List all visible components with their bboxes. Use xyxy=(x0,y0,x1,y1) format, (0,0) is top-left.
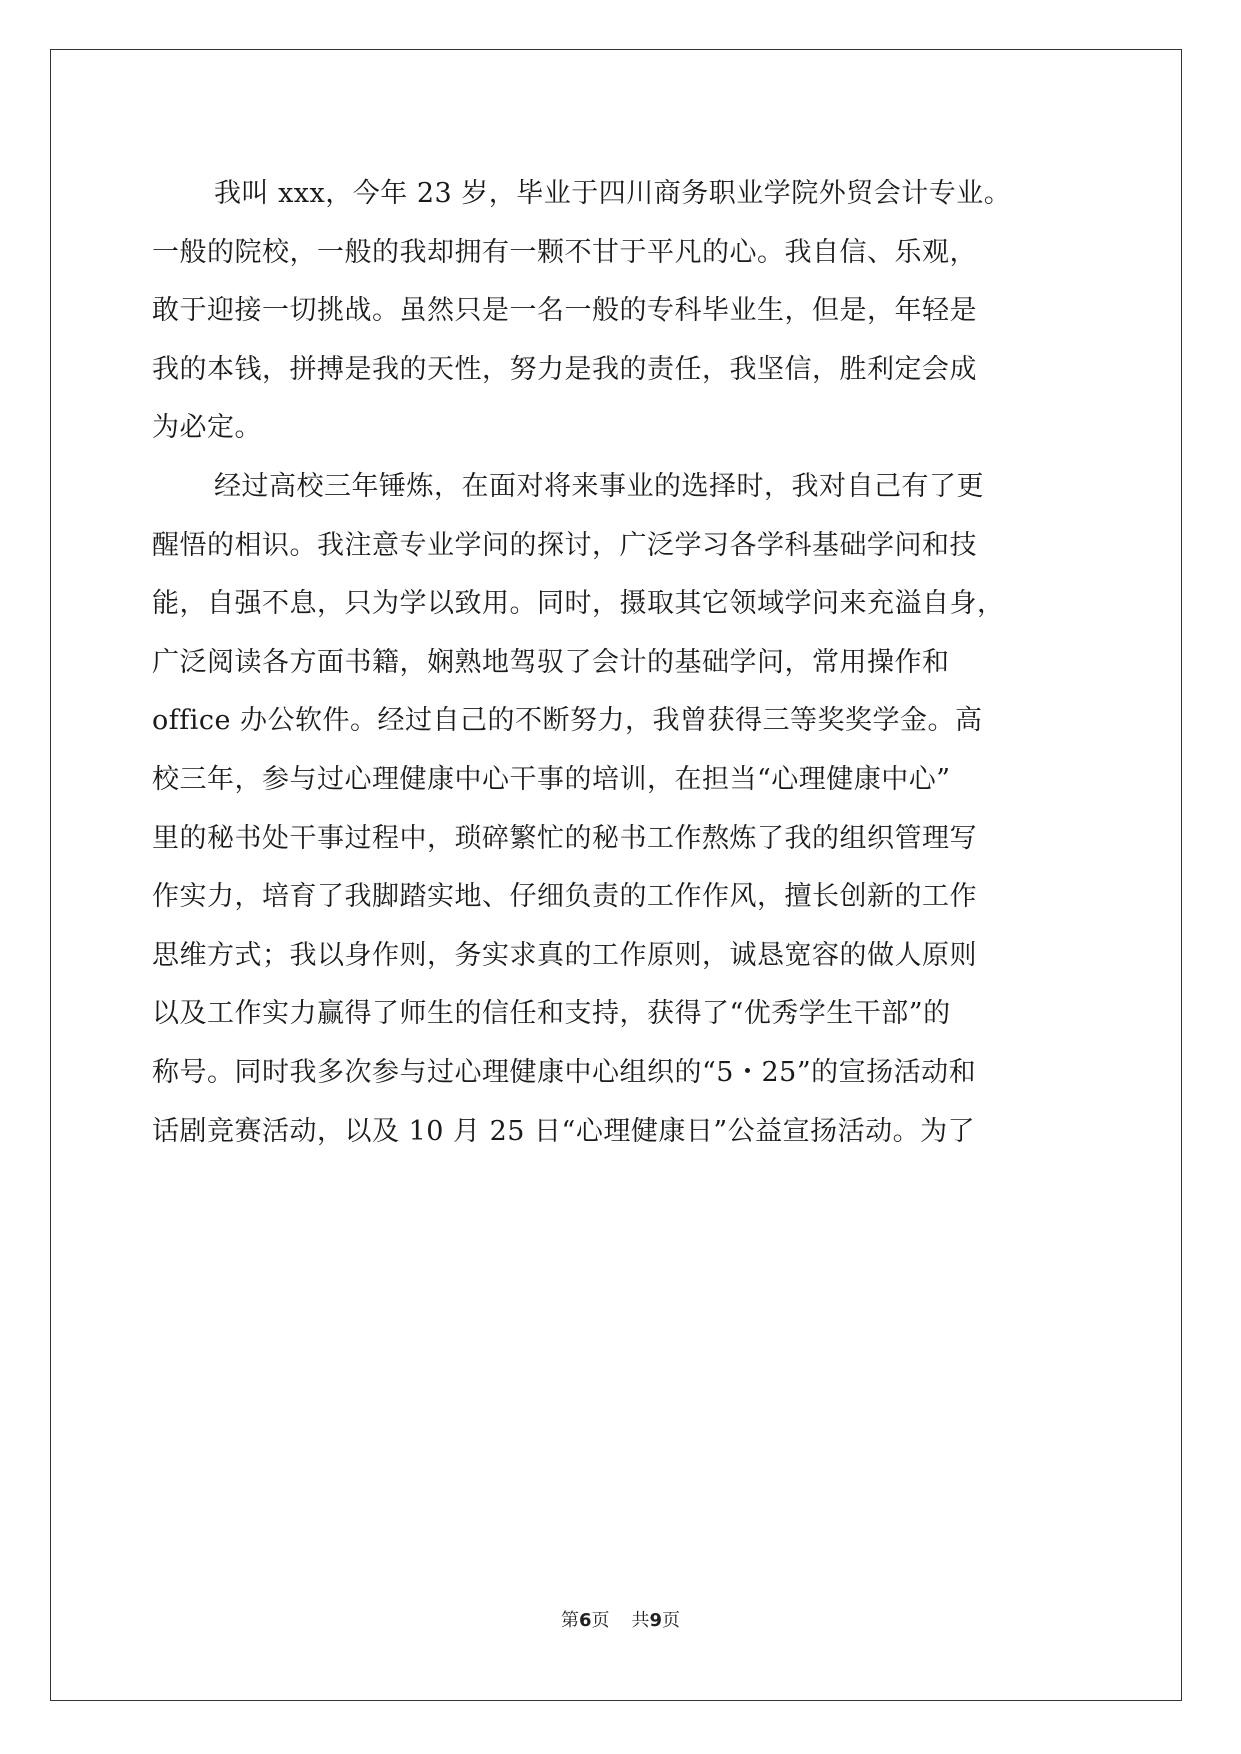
paragraph-2-line-5: office 办公软件。经过自己的不断努力，我曾获得三等奖奖学金。高 xyxy=(152,705,983,737)
paragraph-2-line-4: 广泛阅读各方面书籍，娴熟地驾驭了会计的基础学问，常用操作和 xyxy=(152,646,950,678)
paragraph-2-line-6: 校三年，参与过心理健康中心干事的培训，在担当“心理健康中心” xyxy=(152,763,951,795)
paragraph-2-line-9: 思维方式；我以身作则，务实求真的工作原则，诚恳宽容的做人原则 xyxy=(152,939,977,971)
paragraph-2-line-12: 话剧竞赛活动，以及 10 月 25 日“心理健康日”公益宣扬活动。为了 xyxy=(152,1115,976,1147)
page-footer xyxy=(0,1606,1241,1632)
paragraph-1-line-2: 一般的院校，一般的我却拥有一颗不甘于平凡的心。我自信、乐观， xyxy=(152,236,977,268)
page-prefix: 第 xyxy=(560,1610,579,1631)
paragraph-1-line-4: 我的本钱，拼搏是我的天性，努力是我的责任，我坚信，胜利定会成 xyxy=(152,353,977,385)
paragraph-1-line-3: 敢于迎接一切挑战。虽然只是一名一般的专科毕业生，但是，年轻是 xyxy=(152,295,977,327)
paragraph-2-line-3: 能，自强不息，只为学以致用。同时，摄取其它领域学问来充溢自身， xyxy=(152,588,1005,620)
total-page-number: 9 xyxy=(649,1610,663,1631)
page-suffix: 页 xyxy=(591,1610,610,1631)
current-page-number: 6 xyxy=(578,1610,592,1631)
paragraph-2-line-8: 作实力，培育了我脚踏实地、仔细负责的工作作风，擅长创新的工作 xyxy=(152,881,977,913)
paragraph-1-line-1: 我叫 xxx，今年 23 岁，毕业于四川商务职业学院外贸会计专业。 xyxy=(214,178,1012,209)
paragraph-2-line-1: 经过高校三年锤炼，在面对将来事业的选择时，我对自己有了更 xyxy=(214,470,984,502)
paragraph-2-line-7: 里的秘书处干事过程中，琐碎繁忙的秘书工作熬炼了我的组织管理写 xyxy=(152,822,977,854)
total-suffix: 页 xyxy=(662,1610,681,1631)
paragraph-2-line-2: 醒悟的相识。我注意专业学问的探讨，广泛学习各学科基础学问和技 xyxy=(152,529,977,561)
document-body xyxy=(152,165,1092,1161)
paragraph-2-line-10: 以及工作实力赢得了师生的信任和支持，获得了“优秀学生干部”的 xyxy=(152,998,951,1030)
paragraph-2-line-11: 称号。同时我多次参与过心理健康中心组织的“5・25”的宣扬活动和 xyxy=(152,1056,977,1088)
paragraph-1-line-5: 为必定。 xyxy=(152,412,262,444)
total-prefix: 共 xyxy=(631,1610,650,1631)
